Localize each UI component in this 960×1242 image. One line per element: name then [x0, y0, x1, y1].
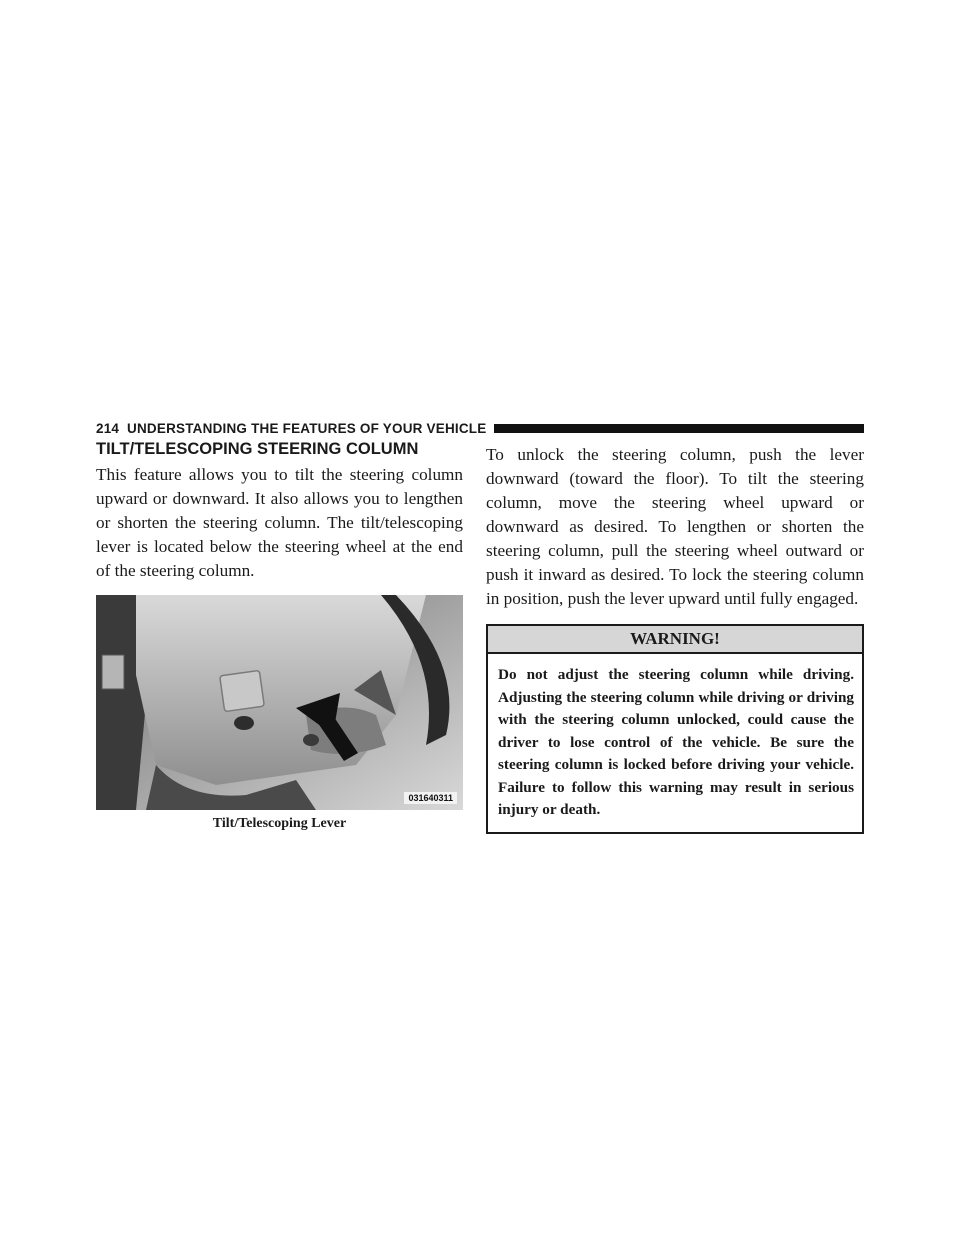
chapter-title: UNDERSTANDING THE FEATURES OF YOUR VEHICLE [127, 420, 487, 436]
header-rule [494, 424, 864, 433]
page-number: 214 [96, 420, 120, 436]
figure-code: 031640311 [404, 792, 457, 804]
instructions-paragraph: To unlock the steering column, push the lever downward (toward the floor). To tilt the steering column, move the steering wheel upward or downward as desired. To lengthen or shorten the steering column, pull the steering wheel outward or push it inward as desired. To lock the steering column in position, push the lever upward until fully engaged. [486, 445, 864, 608]
warning-box [486, 624, 864, 834]
steering-lever-photo [96, 595, 463, 810]
page-header [96, 419, 864, 437]
left-column [96, 440, 463, 832]
warning-title: WARNING! [488, 626, 862, 654]
figure-caption: Tilt/Telescoping Lever [212, 816, 347, 831]
intro-paragraph: This feature allows you to tilt the steering column upward or downward. It also allows you to lengthen or shorten the steering column. The tilt/telescoping lever is located below the steering wheel at the end of the steering column. [96, 465, 463, 580]
header-text [96, 421, 486, 436]
right-column [486, 440, 864, 834]
warning-text: Do not adjust the steering column while driving. Adjusting the steering column while driving or driving with the steering column unlocked, could cause the driver to lose control of the vehicle. Be sure the steering column is locked before driving your vehicle. Failure to follow this warning may result in serious injury or death. [498, 666, 854, 818]
section-title: TILT/TELESCOPING STEERING COLUMN [96, 440, 419, 458]
steering-column-illustration [96, 595, 463, 810]
